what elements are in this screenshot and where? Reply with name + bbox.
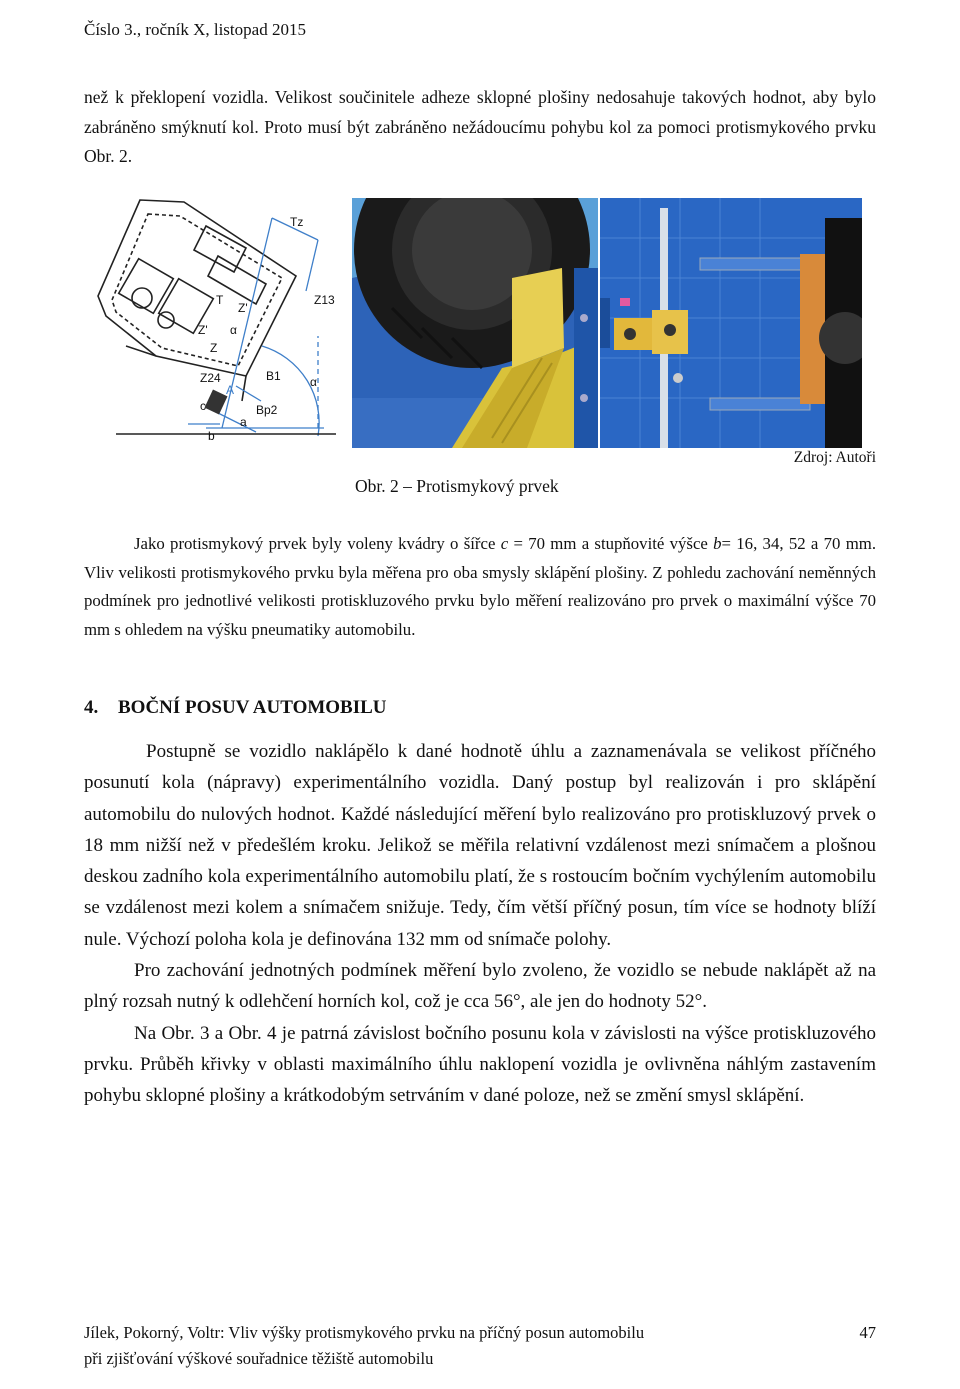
label-a: a [240,415,247,429]
body-paragraph-1: Postupně se vozidlo naklápělo k dané hodnotě úhlu a zaznamenávala se velikost příčného posunutí kola (nápravy) experimentálního vozidla. Daný postup byl realizován i pro sklápění automobilu do nulových hodnot. Každé následující měření bylo realizováno pro protiskluzový prvek o 18 mm nižší než v předešlém kroku. Jelikož se měřila relativní vzdálenost mezi snímačem a plošnou deskou zadního kola experimentálního automobilu platí, že s rostoucím bočním vychýlením automobilu se vzdálenost mezi kolem a snímačem snižuje. Tedy, čím větší příčný posun, tím více se hodnoty blíží nule. Výchozí poloha kola je definována 132 mm od snímače polohy. [84,741,876,950]
label-b: b [208,429,215,443]
para2-part3: = 16, 34, 52 a 70 mm. Vliv velikosti protismykového prvku byla měřena pro oba smysly sklápění plošiny. Z pohledu zachování neměnných podmínek pro jednotlivé velikosti protiskluzového prvku bylo měření realizováno pro prvek o maximální výšce 70 mm s ohledem na výšku pneumatiky automobilu. [84,534,877,639]
section-body [84,736,876,1112]
journal-issue-header: Číslo 3., ročník X, listopad 2015 [84,20,306,39]
section-number: 4. [84,697,99,718]
variable-c: c [500,534,509,553]
intro-paragraph: než k překlopení vozidla. Velikost součinitele adheze sklopné plošiny nedosahuje takových hodnot, aby bylo zabráněno smýknutí kol. Proto musí být zabráněno nežádoucímu pohybu kol za pomoci protismykového prvku Obr. 2. [84,87,876,166]
label-z24: Z24 [200,371,221,385]
para2-part1: Jako protismykový prvek byly voleny kvádry o šířce [134,534,501,553]
anti-skid-description-paragraph [84,530,876,644]
section-heading [84,697,387,719]
label-z13: Z13 [314,293,335,307]
footer-title-continued: při zjišťování výškové souřadnice těžiště automobilu [84,1349,434,1368]
body-paragraph-3: Na Obr. 3 a Obr. 4 je patrná závislost bočního posunu kola v závislosti na výšce protiskluzového prvku. Průběh křivky v oblasti maximálního úhlu naklopení vozidla je ovlivněna náhlým zastavením pohybu sklopné plošiny a krátkodobým setrváním v dané poloze, než se změní smysl sklápění. [84,1022,876,1107]
footer-authors-title: Jílek, Pokorný, Voltr: Vliv výšky protismykového prvku na příčný posun automobilu [84,1323,645,1342]
label-tz: Tz [290,215,304,229]
label-alpha-small: α [230,323,237,337]
label-z-prime-2: Z' [198,323,208,337]
page-number: 47 [859,1323,876,1342]
body-paragraph-2: Pro zachování jednotných podmínek měření bylo zvoleno, že vozidlo se nebude naklápět až na plný rozsah nutný k odlehčení horních kol, což je cca 56°, ale jen do hodnoty 52°. [84,960,876,1013]
variable-b: b [713,534,722,553]
label-bp2: Bp2 [256,403,278,417]
label-c: c [200,399,206,413]
label-alpha: α [310,375,317,389]
figure-2 [96,196,862,450]
tyre-block-photo [352,198,598,448]
figure-caption: Obr. 2 – Protismykový prvek [355,476,559,496]
section-title: BOČNÍ POSUV AUTOMOBILU [118,697,387,718]
figure-source: Zdroj: Autoři [793,449,876,466]
para2-part2: = 70 mm a stupňovité výšce [508,534,714,553]
label-a-big: A [226,383,235,397]
label-t: T [216,293,224,307]
label-z-prime-1: Z' [238,301,248,315]
label-b1: B1 [266,369,281,383]
page-footer [84,1320,876,1372]
anti-skid-diagram [96,196,344,448]
label-z: Z [210,341,218,355]
sensor-platform-photo [600,198,862,448]
